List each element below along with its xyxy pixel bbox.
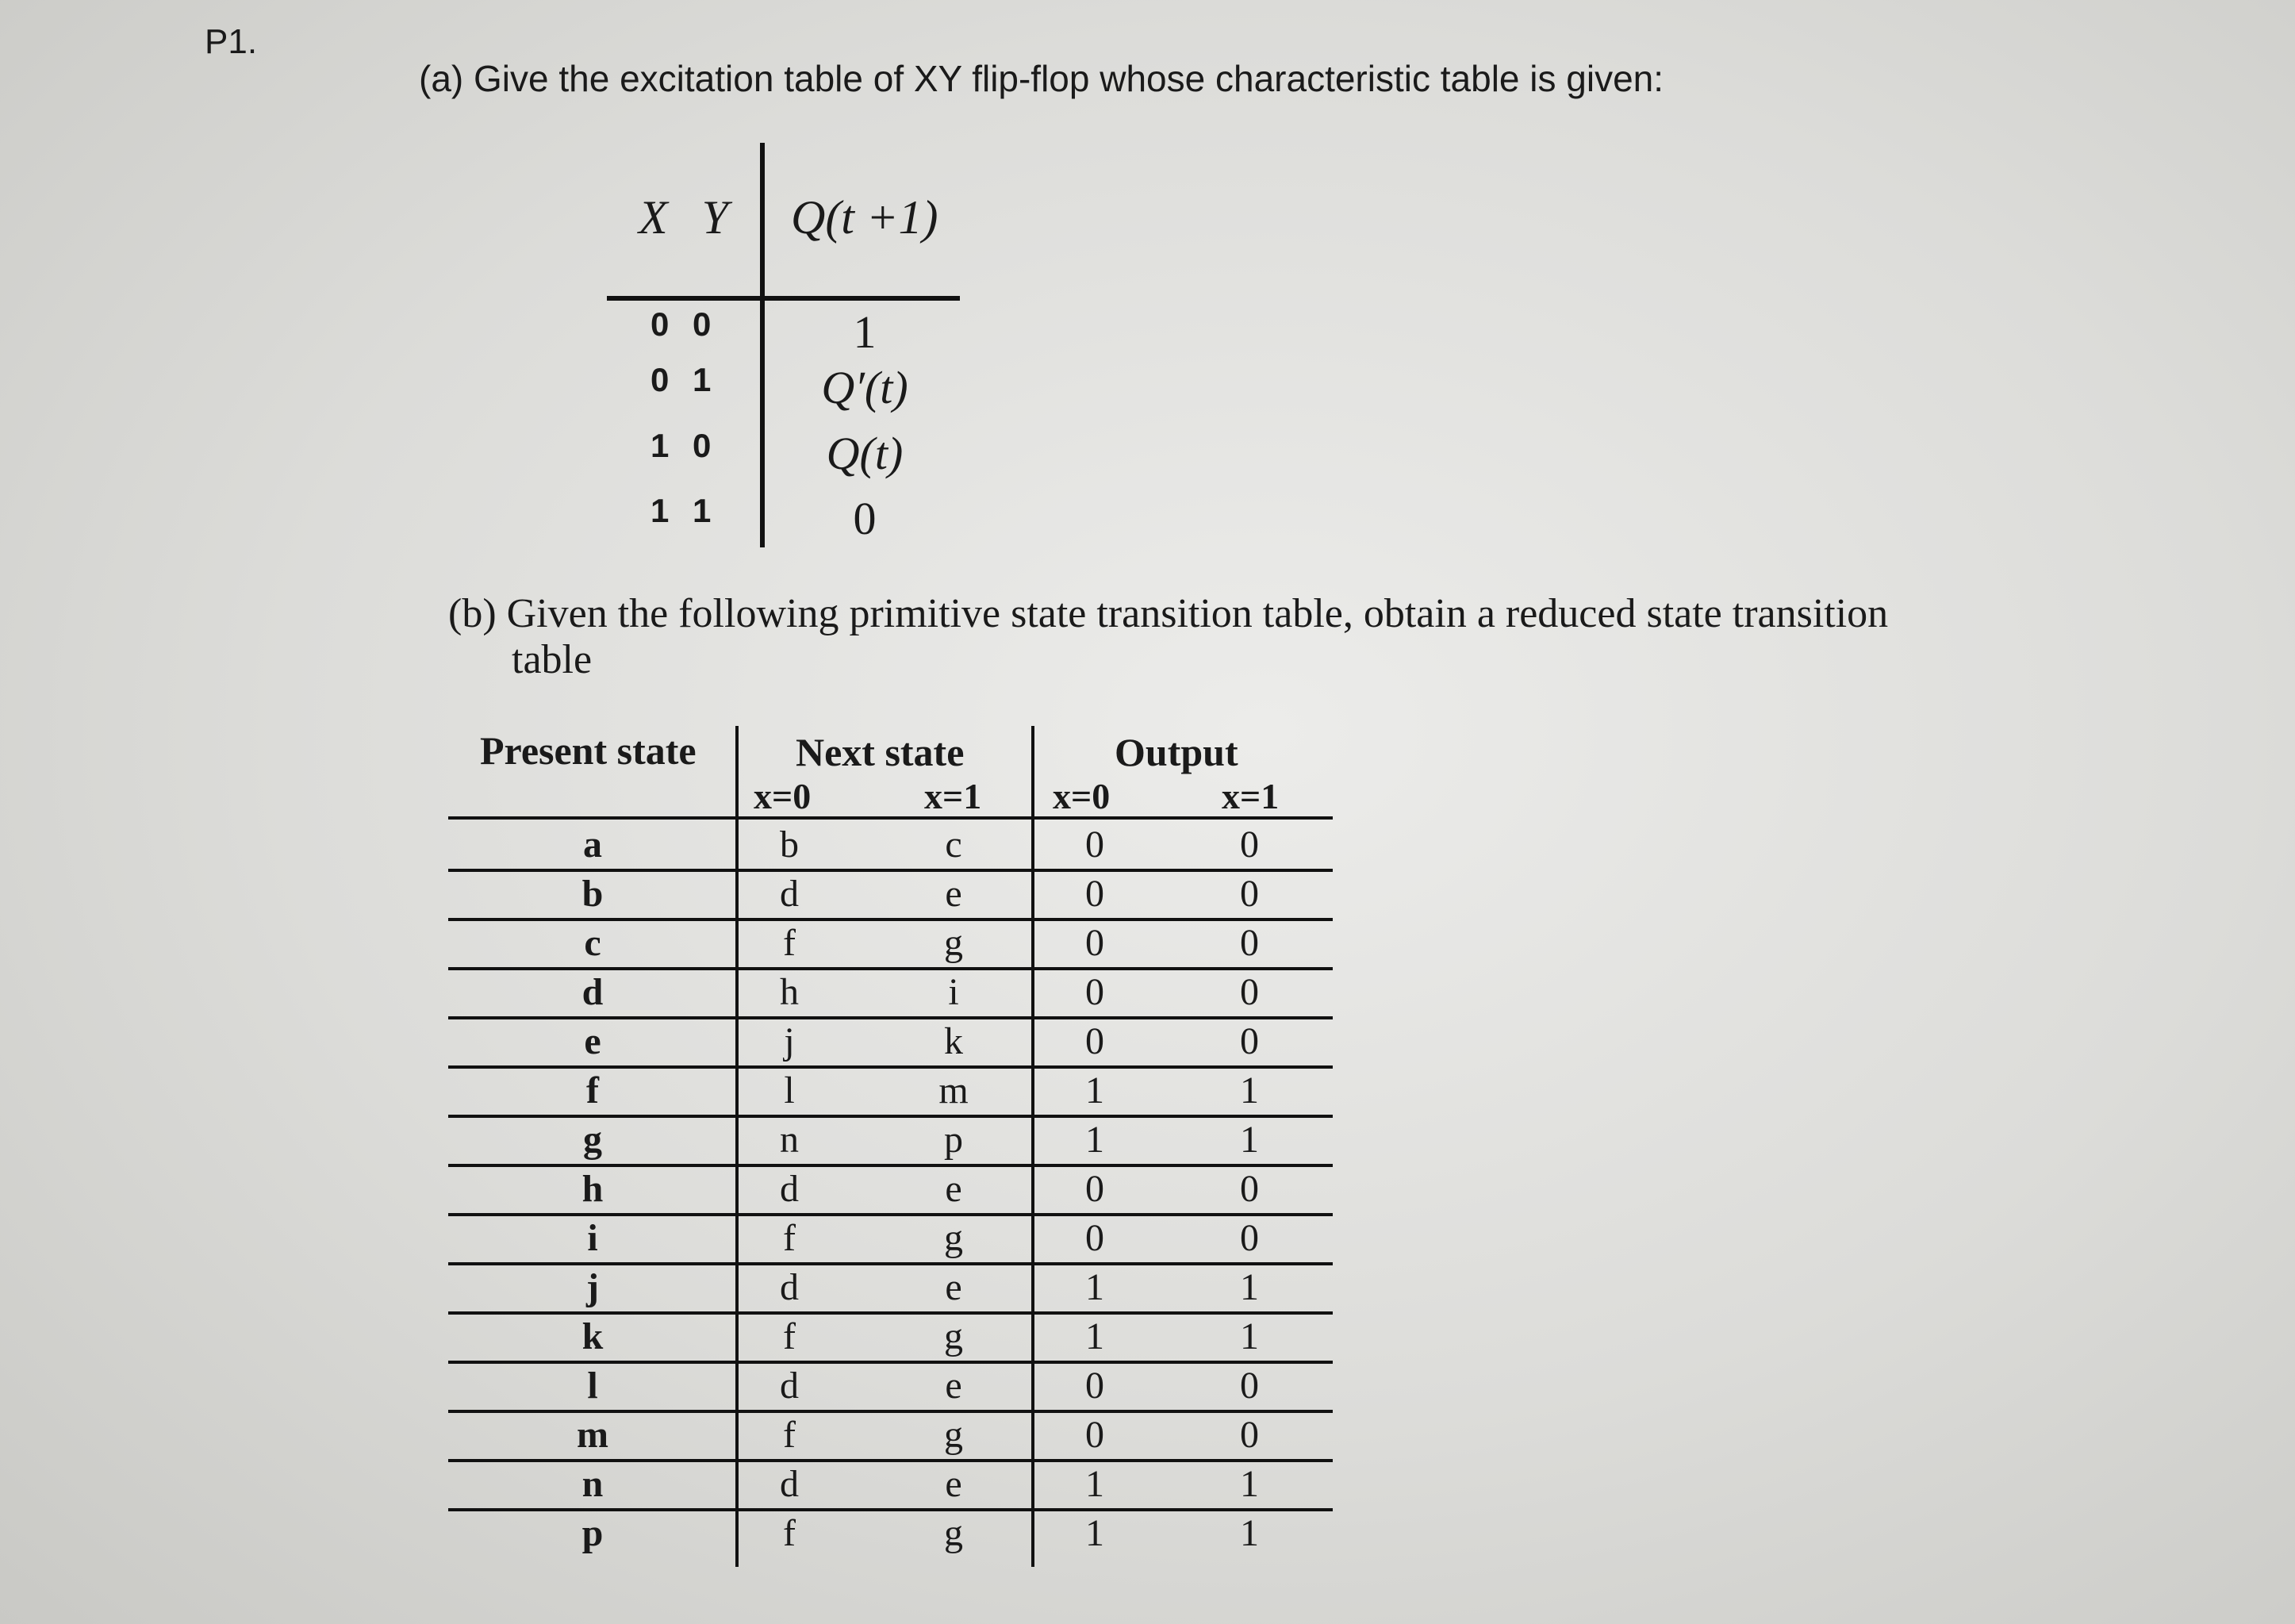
header-next-state: Next state xyxy=(796,730,965,774)
q-value: Q′(t) xyxy=(821,362,908,413)
cell-n1: i xyxy=(948,971,959,1013)
cell-present: p xyxy=(581,1512,604,1554)
table-divider-horizontal xyxy=(448,816,1333,820)
cell-n1: g xyxy=(944,1315,963,1357)
part-b-line-1: (b) Given the following primitive state transition table, obtain a reduced state transition xyxy=(448,591,1889,636)
cell-n0: b xyxy=(780,824,799,866)
header-xy: X Y xyxy=(639,191,740,244)
header-q-next: Q(t +1) xyxy=(791,191,938,244)
cell-o1: 0 xyxy=(1240,824,1259,866)
part-a-question: (a) Give the excitation table of XY flip-flop whose characteristic table is given: xyxy=(419,58,1664,99)
cell-n1: e xyxy=(945,1365,962,1407)
header-next-x1: x=1 xyxy=(924,776,982,816)
cell-n0: d xyxy=(780,1266,799,1308)
cell-present: j xyxy=(586,1266,599,1308)
cell-present: a xyxy=(583,824,602,866)
cell-n1: m xyxy=(938,1069,969,1111)
cell-present: g xyxy=(583,1119,602,1161)
cell-o1: 1 xyxy=(1240,1463,1259,1505)
cell-o0: 1 xyxy=(1085,1512,1104,1554)
cell-o1: 0 xyxy=(1240,1168,1259,1210)
cell-o0: 1 xyxy=(1085,1463,1104,1505)
cell-n1: e xyxy=(945,1168,962,1210)
cell-present: h xyxy=(581,1168,604,1210)
xy-value: 0 0 xyxy=(651,305,712,343)
cell-n1: k xyxy=(944,1020,963,1062)
cell-o0: 0 xyxy=(1085,922,1104,964)
cell-o0: 0 xyxy=(1085,971,1104,1013)
cell-o0: 0 xyxy=(1085,1365,1104,1407)
cell-n0: d xyxy=(780,1365,799,1407)
cell-o1: 1 xyxy=(1240,1069,1259,1111)
q-value: 1 xyxy=(853,306,877,358)
cell-n0: d xyxy=(780,1168,799,1210)
cell-n1: e xyxy=(945,1266,962,1308)
cell-o1: 0 xyxy=(1240,922,1259,964)
cell-present: e xyxy=(584,1020,601,1062)
cell-n0: f xyxy=(783,1512,796,1554)
cell-o0: 1 xyxy=(1085,1119,1104,1161)
cell-o1: 0 xyxy=(1240,1365,1259,1407)
cell-n0: f xyxy=(783,1217,796,1259)
cell-present: f xyxy=(586,1069,599,1111)
cell-n0: l xyxy=(784,1069,795,1111)
cell-n1: g xyxy=(944,922,963,964)
cell-o0: 1 xyxy=(1085,1069,1104,1111)
cell-present: d xyxy=(581,971,604,1013)
cell-n1: g xyxy=(944,1414,963,1456)
table-row xyxy=(607,305,964,369)
characteristic-table xyxy=(607,143,964,547)
state-transition-table xyxy=(448,726,1333,1555)
cell-n0: f xyxy=(783,922,796,964)
cell-present: c xyxy=(584,922,601,964)
cell-present: i xyxy=(587,1217,598,1259)
header-output-x1: x=1 xyxy=(1222,776,1280,816)
q-value: Q(t) xyxy=(826,428,904,479)
xy-value: 0 1 xyxy=(651,361,712,398)
cell-n0: h xyxy=(780,971,799,1013)
header-next-x0: x=0 xyxy=(754,776,812,816)
part-b-question xyxy=(448,591,1940,683)
cell-o1: 1 xyxy=(1240,1266,1259,1308)
cell-o1: 0 xyxy=(1240,1414,1259,1456)
table-row xyxy=(607,361,964,424)
cell-n0: f xyxy=(783,1414,796,1456)
q-value: 0 xyxy=(853,493,877,544)
xy-value: 1 0 xyxy=(651,427,712,464)
cell-o0: 1 xyxy=(1085,1315,1104,1357)
cell-present: b xyxy=(581,873,604,915)
header-output: Output xyxy=(1115,730,1238,774)
problem-number: P1. xyxy=(205,22,258,61)
cell-present: k xyxy=(581,1315,604,1357)
cell-n0: n xyxy=(780,1119,799,1161)
cell-n1: e xyxy=(945,1463,962,1505)
cell-o1: 1 xyxy=(1240,1119,1259,1161)
cell-n1: g xyxy=(944,1217,963,1259)
cell-present: m xyxy=(577,1414,608,1456)
header-present-state: Present state xyxy=(480,728,697,773)
cell-n1: c xyxy=(945,824,962,866)
table-row xyxy=(607,427,964,490)
header-output-x0: x=0 xyxy=(1053,776,1111,816)
cell-o1: 1 xyxy=(1240,1315,1259,1357)
cell-o1: 1 xyxy=(1240,1512,1259,1554)
cell-n0: j xyxy=(784,1020,795,1062)
cell-n0: f xyxy=(783,1315,796,1357)
part-b-line-2: table xyxy=(512,637,593,682)
cell-o0: 0 xyxy=(1085,1217,1104,1259)
cell-o0: 0 xyxy=(1085,1020,1104,1062)
cell-n1: e xyxy=(945,873,962,915)
cell-o1: 0 xyxy=(1240,873,1259,915)
cell-o0: 0 xyxy=(1085,873,1104,915)
cell-o0: 0 xyxy=(1085,824,1104,866)
cell-o1: 0 xyxy=(1240,1217,1259,1259)
cell-present: n xyxy=(581,1463,604,1505)
cell-o0: 0 xyxy=(1085,1414,1104,1456)
table-divider-vertical xyxy=(1031,726,1034,1567)
table-row xyxy=(607,492,964,555)
cell-o0: 0 xyxy=(1085,1168,1104,1210)
cell-o1: 0 xyxy=(1240,971,1259,1013)
cell-o1: 0 xyxy=(1240,1020,1259,1062)
cell-n0: d xyxy=(780,873,799,915)
cell-present: l xyxy=(587,1365,598,1407)
table-divider-horizontal xyxy=(607,296,960,301)
cell-n1: p xyxy=(944,1119,963,1161)
xy-value: 1 1 xyxy=(651,492,712,529)
table-divider-vertical xyxy=(735,726,739,1567)
cell-o0: 1 xyxy=(1085,1266,1104,1308)
cell-n1: g xyxy=(944,1512,963,1554)
cell-n0: d xyxy=(780,1463,799,1505)
